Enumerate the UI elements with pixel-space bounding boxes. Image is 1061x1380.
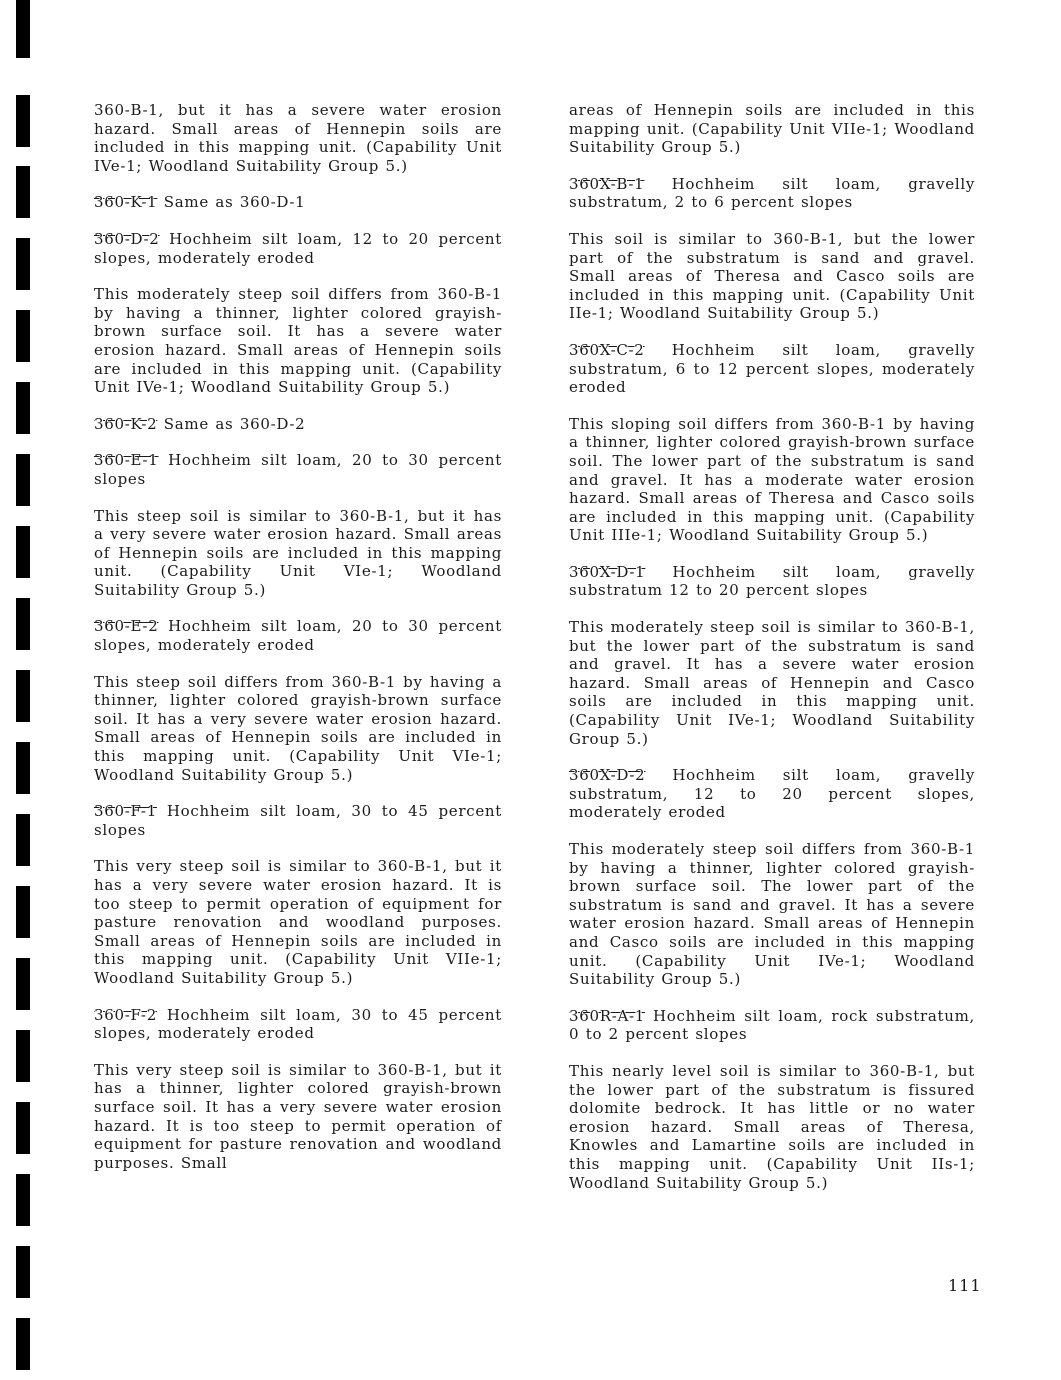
binding-mark — [16, 958, 30, 1010]
mapping-unit-title: Hochheim silt loam, gravelly substratum, 12 to 20 percent slopes, moderately eroded — [569, 766, 975, 822]
mapping-unit-title: Hochheim silt loam, gravelly substratum 12 to 20 percent slopes — [569, 562, 975, 600]
paragraph: This moderately steep soil differs from 360-B-1 by having a thinner, lighter colored grayish-brown surface soil. The lower part of the substratum is sand and gravel. It has a severe water erosion hazard. Small areas of Hennepin and Casco soils are included in this mapping unit. (Capability Unit IVe-1; Woodland Suitability Group 5.) — [569, 840, 975, 989]
mapping-unit-code: 360-E-1 — [94, 451, 159, 470]
paragraph: This very steep soil is similar to 360-B-1, but it has a thinner, lighter colored grayish-brown surface soil. It has a very severe water erosion hazard. It is too steep to permit operation of equipment for pasture renovation and woodland purposes. Small — [94, 1060, 502, 1172]
binding-mark — [16, 1318, 30, 1370]
mapping-unit-heading — [94, 617, 502, 654]
paragraph: This moderately steep soil is similar to 360-B-1, but the lower part of the substratum is sand and gravel. It has a severe water erosion hazard. Small areas of Hennepin and Casco soils are included in this mapping unit. (Capability Unit IVe-1; Woodland Suitability Group 5.) — [569, 618, 975, 748]
mapping-unit-code: 360R-A-1 — [569, 1006, 646, 1025]
mapping-unit-code: 360-D-2 — [94, 229, 160, 248]
mapping-unit-heading — [94, 1006, 502, 1043]
paragraph: This steep soil differs from 360-B-1 by having a thinner, lighter colored grayish-brown surface soil. It has a very severe water erosion hazard. Small areas of Hennepin soils are included in this mapping unit. (Capability Unit VIe-1; Woodland Suitability Group 5.) — [94, 672, 502, 784]
paragraph: This soil is similar to 360-B-1, but the lower part of the substratum is sand and gravel. Small areas of Theresa and Casco soils are included in this mapping unit. (Capability Unit IIe-1; Woodland Suitability Group 5.) — [569, 229, 975, 323]
paragraph: This nearly level soil is similar to 360-B-1, but the lower part of the substratum is fissured dolomite bedrock. It has little or no water erosion hazard. Small areas of Theresa, Knowles and Lamartine soils are included in this mapping unit. (Capability Unit IIs-1; Woodland Suitability Group 5.) — [569, 1061, 975, 1192]
mapping-unit-title: Same as 360-D-1 — [163, 193, 306, 212]
binding-mark — [16, 526, 30, 578]
page-number: 111 — [948, 1276, 982, 1295]
mapping-unit-title: Hochheim silt loam, rock substratum, 0 to 2 percent slopes — [569, 1006, 976, 1044]
binding-mark — [16, 238, 30, 290]
mapping-unit-title: Hochheim silt loam, gravelly substratum, 6 to 12 percent slopes, moderately eroded — [569, 340, 975, 397]
mapping-unit-heading — [94, 451, 502, 488]
mapping-unit-heading — [569, 341, 975, 397]
mapping-unit-heading — [94, 415, 502, 434]
mapping-unit-title: Same as 360-D-2 — [163, 414, 306, 433]
binding-mark — [16, 310, 30, 362]
binding-mark — [16, 1102, 30, 1154]
mapping-unit-title: Hochheim silt loam, 30 to 45 percent slopes — [94, 802, 502, 839]
mapping-unit-title: Hochheim silt loam, 30 to 45 percent slopes, moderately eroded — [94, 1005, 502, 1043]
binding-mark — [16, 814, 30, 866]
binding-mark — [16, 382, 30, 434]
mapping-unit-code: 360-F-1 — [94, 802, 157, 821]
mapping-unit-heading — [569, 563, 975, 600]
mapping-unit-code: 360-F-2 — [94, 1005, 157, 1024]
mapping-unit-title: Hochheim silt loam, 20 to 30 percent slopes — [94, 451, 502, 488]
mapping-unit-title: Hochheim silt loam, 20 to 30 percent slopes, moderately eroded — [94, 617, 502, 655]
binding-mark — [16, 742, 30, 794]
binding-mark — [16, 1174, 30, 1226]
mapping-unit-heading — [94, 230, 502, 267]
mapping-unit-heading — [94, 193, 502, 212]
mapping-unit-code: 360X-B-1 — [569, 174, 645, 193]
mapping-unit-heading — [569, 1007, 975, 1044]
mapping-unit-title: Hochheim silt loam, 12 to 20 percent slopes, moderately eroded — [94, 229, 502, 267]
binding-mark — [16, 1246, 30, 1298]
mapping-unit-code: 360X-C-2 — [569, 340, 645, 359]
mapping-unit-heading — [94, 802, 502, 839]
paragraph: areas of Hennepin soils are included in this mapping unit. (Capability Unit VIIe-1; Woodland Suitability Group 5.) — [569, 101, 975, 157]
binding-mark — [16, 886, 30, 938]
paragraph: This steep soil is similar to 360-B-1, but it has a very severe water erosion hazard. Small areas of Hennepin soils are included in this mapping unit. (Capability Unit VIe-1; Woodland Suitability Group 5.) — [94, 506, 502, 599]
binding-mark — [16, 670, 30, 722]
left-column — [94, 101, 502, 1172]
mapping-unit-heading — [569, 175, 975, 212]
binding-mark — [16, 1030, 30, 1082]
mapping-unit-title: Hochheim silt loam, gravelly substratum, 2 to 6 percent slopes — [569, 174, 975, 212]
mapping-unit-heading — [569, 766, 975, 822]
paragraph: This sloping soil differs from 360-B-1 by having a thinner, lighter colored grayish-brown surface soil. The lower part of the substratum is sand and gravel. It has a moderate water erosion hazard. Small areas of Theresa and Casco soils are included in this mapping unit. (Capability Unit IIIe-1; Woodland Suitability Group 5.) — [569, 414, 975, 545]
binding-mark — [16, 598, 30, 650]
paragraph: This very steep soil is similar to 360-B-1, but it has a very severe water erosion hazard. It is too steep to permit operation of equipment for pasture renovation and woodland purposes. Small areas of Hennepin soils are included in this mapping unit. (Capability Unit VIIe-1; Woodland Suitability Group 5.) — [94, 857, 502, 987]
mapping-unit-code: 360-E-2 — [94, 617, 159, 636]
binding-mark — [16, 95, 30, 147]
mapping-unit-code: 360-K-1 — [94, 193, 158, 212]
mapping-unit-code: 360-K-2 — [94, 414, 158, 433]
binding-mark — [16, 454, 30, 506]
paragraph: 360-B-1, but it has a severe water erosion hazard. Small areas of Hennepin soils are included in this mapping unit. (Capability Unit IVe-1; Woodland Suitability Group 5.) — [94, 101, 502, 175]
mapping-unit-code: 360X-D-1 — [569, 562, 646, 581]
binding-mark — [16, 166, 30, 218]
paragraph: This moderately steep soil differs from 360-B-1 by having a thinner, lighter colored grayish-brown surface soil. It has a severe water erosion hazard. Small areas of Hennepin soils are included in this mapping unit. (Capability Unit IVe-1; Woodland Suitability Group 5.) — [94, 285, 502, 397]
mapping-unit-code: 360X-D-2 — [569, 766, 646, 785]
binding-mark — [16, 0, 30, 58]
binding-margin — [0, 0, 40, 1380]
right-column — [569, 101, 975, 1192]
